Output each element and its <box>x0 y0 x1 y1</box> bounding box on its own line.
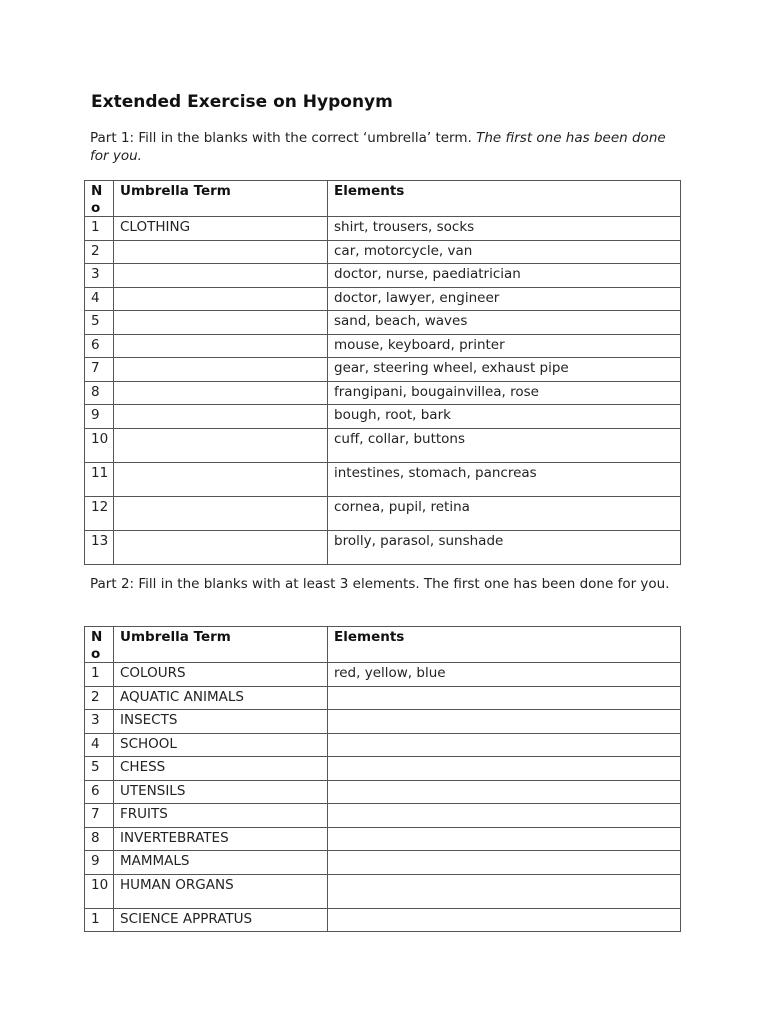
umbrella-term-cell[interactable] <box>114 496 328 530</box>
elements-cell: bough, root, bark <box>328 405 681 429</box>
umbrella-term-cell: CLOTHING <box>114 217 328 241</box>
table-row <box>85 710 681 734</box>
table-row <box>85 908 681 932</box>
umbrella-term-cell[interactable] <box>114 287 328 311</box>
elements-cell: gear, steering wheel, exhaust pipe <box>328 358 681 382</box>
table-row <box>85 496 681 530</box>
row-number-cell: 6 <box>85 334 114 358</box>
table-row <box>85 851 681 875</box>
table-row <box>85 381 681 405</box>
row-number-cell: 3 <box>85 264 114 288</box>
table-row <box>85 428 681 462</box>
elements-cell[interactable] <box>328 874 681 908</box>
elements-cell[interactable] <box>328 804 681 828</box>
header-umbrella-term: Umbrella Term <box>114 627 328 663</box>
table-row <box>85 264 681 288</box>
table-row <box>85 874 681 908</box>
table-row <box>85 287 681 311</box>
elements-cell: intestines, stomach, pancreas <box>328 462 681 496</box>
table-row <box>85 733 681 757</box>
header-elements: Elements <box>328 627 681 663</box>
row-number-cell: 2 <box>85 686 114 710</box>
umbrella-term-cell[interactable] <box>114 530 328 564</box>
row-number-cell: 5 <box>85 311 114 335</box>
header-umbrella-term: Umbrella Term <box>114 181 328 217</box>
umbrella-term-cell[interactable] <box>114 358 328 382</box>
row-number-cell: 8 <box>85 381 114 405</box>
elements-cell: frangipani, bougainvillea, rose <box>328 381 681 405</box>
elements-cell: doctor, nurse, paediatrician <box>328 264 681 288</box>
page-title: Extended Exercise on Hyponym <box>91 92 393 112</box>
table-row <box>85 358 681 382</box>
elements-cell: car, motorcycle, van <box>328 240 681 264</box>
elements-cell: brolly, parasol, sunshade <box>328 530 681 564</box>
row-number-cell: 9 <box>85 851 114 875</box>
part2-table <box>84 626 681 932</box>
row-number-cell: 10 <box>85 874 114 908</box>
row-number-cell: 1 <box>85 663 114 687</box>
elements-cell: red, yellow, blue <box>328 663 681 687</box>
umbrella-term-cell: CHESS <box>114 757 328 781</box>
row-number-cell: 6 <box>85 780 114 804</box>
table-row <box>85 240 681 264</box>
table-row <box>85 217 681 241</box>
umbrella-term-cell: SCHOOL <box>114 733 328 757</box>
elements-cell[interactable] <box>328 827 681 851</box>
elements-cell: doctor, lawyer, engineer <box>328 287 681 311</box>
table-row <box>85 530 681 564</box>
table-row <box>85 757 681 781</box>
elements-cell[interactable] <box>328 780 681 804</box>
part1-instruction <box>90 129 670 165</box>
header-elements: Elements <box>328 181 681 217</box>
umbrella-term-cell[interactable] <box>114 462 328 496</box>
umbrella-term-cell: COLOURS <box>114 663 328 687</box>
row-number-cell: 4 <box>85 733 114 757</box>
umbrella-term-cell[interactable] <box>114 311 328 335</box>
part1-instruction-italic: The first one has been done for you. <box>90 130 666 164</box>
row-number-cell: 13 <box>85 530 114 564</box>
elements-cell: sand, beach, waves <box>328 311 681 335</box>
row-number-cell: 9 <box>85 405 114 429</box>
umbrella-term-cell[interactable] <box>114 405 328 429</box>
elements-cell[interactable] <box>328 710 681 734</box>
part2-instruction: Part 2: Fill in the blanks with at least 3 elements. The first one has been done for you. <box>90 576 670 592</box>
umbrella-term-cell[interactable] <box>114 334 328 358</box>
row-number-cell: 10 <box>85 428 114 462</box>
table-row <box>85 405 681 429</box>
elements-cell: shirt, trousers, socks <box>328 217 681 241</box>
table-row <box>85 311 681 335</box>
umbrella-term-cell[interactable] <box>114 240 328 264</box>
header-no: No <box>85 627 114 663</box>
part1-instruction-text: Part 1: Fill in the blanks with the correct ‘umbrella’ term. <box>90 130 472 146</box>
part1-header-row <box>85 181 681 217</box>
umbrella-term-cell: INSECTS <box>114 710 328 734</box>
row-number-cell: 4 <box>85 287 114 311</box>
elements-cell[interactable] <box>328 851 681 875</box>
row-number-cell: 2 <box>85 240 114 264</box>
elements-cell: mouse, keyboard, printer <box>328 334 681 358</box>
row-number-cell: 1 <box>85 908 114 932</box>
umbrella-term-cell[interactable] <box>114 428 328 462</box>
umbrella-term-cell[interactable] <box>114 381 328 405</box>
row-number-cell: 7 <box>85 804 114 828</box>
row-number-cell: 1 <box>85 217 114 241</box>
table-row <box>85 334 681 358</box>
row-number-cell: 5 <box>85 757 114 781</box>
umbrella-term-cell: FRUITS <box>114 804 328 828</box>
row-number-cell: 8 <box>85 827 114 851</box>
umbrella-term-cell: HUMAN ORGANS <box>114 874 328 908</box>
table-row <box>85 804 681 828</box>
umbrella-term-cell: INVERTEBRATES <box>114 827 328 851</box>
umbrella-term-cell: SCIENCE APPRATUS <box>114 908 328 932</box>
row-number-cell: 12 <box>85 496 114 530</box>
elements-cell: cornea, pupil, retina <box>328 496 681 530</box>
table-row <box>85 663 681 687</box>
elements-cell[interactable] <box>328 686 681 710</box>
header-no: No <box>85 181 114 217</box>
table-row <box>85 462 681 496</box>
elements-cell[interactable] <box>328 733 681 757</box>
table-row <box>85 827 681 851</box>
table-row <box>85 780 681 804</box>
umbrella-term-cell[interactable] <box>114 264 328 288</box>
elements-cell[interactable] <box>328 908 681 932</box>
row-number-cell: 3 <box>85 710 114 734</box>
row-number-cell: 11 <box>85 462 114 496</box>
part2-header-row <box>85 627 681 663</box>
elements-cell[interactable] <box>328 757 681 781</box>
umbrella-term-cell: UTENSILS <box>114 780 328 804</box>
row-number-cell: 7 <box>85 358 114 382</box>
elements-cell: cuff, collar, buttons <box>328 428 681 462</box>
umbrella-term-cell: AQUATIC ANIMALS <box>114 686 328 710</box>
umbrella-term-cell: MAMMALS <box>114 851 328 875</box>
table-row <box>85 686 681 710</box>
part1-table <box>84 180 681 565</box>
